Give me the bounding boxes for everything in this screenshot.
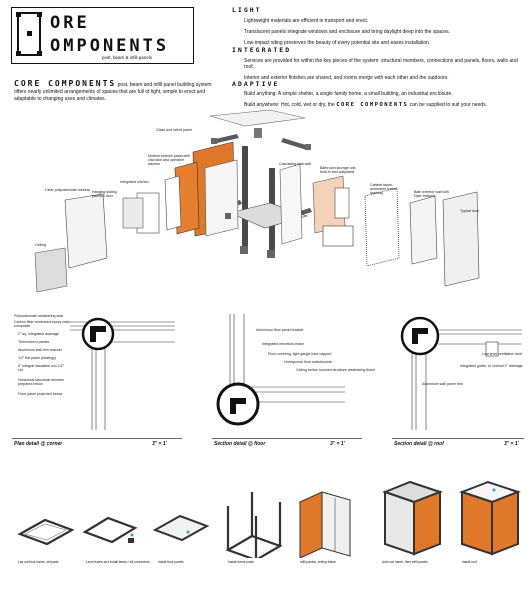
step-caption-2: Level frame and install beam / sill connectors xyxy=(86,560,150,564)
roof-label-2: Integrated gutter, to vertical 3" drainage xyxy=(460,364,523,368)
corner-detail-scale: 3" = 1' xyxy=(152,441,167,447)
floor-label-5: Ceiling below, smoked structure weathering finish xyxy=(296,368,375,372)
floor-label-2: Integrated electrical chase xyxy=(262,342,304,346)
floor-detail-title: Section detail @ floor xyxy=(214,441,266,447)
integrated-line-1: Services are provided for within the key pieces of the system: structural members, connections and panels, floors, walls and roof. xyxy=(244,58,518,70)
bath-exterior-wall xyxy=(410,196,437,264)
corner-label-3: 2" sq. integrated drainage xyxy=(18,332,60,336)
cabinet-face xyxy=(365,188,399,266)
step-4-drawing xyxy=(228,492,280,558)
label-cabinet-faces: Cabinet faces, aluminium frame drawing xyxy=(370,183,397,195)
step-5-drawing xyxy=(300,492,350,558)
white-wall-panel xyxy=(205,160,238,236)
kitchen-panel xyxy=(165,176,181,230)
corner-label-6: 1/2" flat panel (strategy) xyxy=(18,356,57,360)
assembly-sequence xyxy=(0,478,528,558)
corner-label-5: Aluminium wall trim bracket xyxy=(18,348,62,352)
logo-tagline: post, beam & infill panels xyxy=(102,55,153,60)
adaptive-line-2-b: can be supplied to suit your needs. xyxy=(409,102,488,108)
intro-title: CORE COMPONENTS xyxy=(14,79,117,88)
step-3-drawing xyxy=(155,516,207,540)
logo-line-1: ORE xyxy=(50,13,90,33)
step-caption-4: Install frame posts xyxy=(228,560,254,564)
label-sliding-door: Hanging sliding partition door xyxy=(92,190,117,198)
top-connector xyxy=(254,128,262,138)
adaptive-brand: CORE COMPONENTS xyxy=(336,102,409,108)
floor-detail-scale: 3" = 1' xyxy=(330,441,345,447)
step-caption-7: Install roof xyxy=(462,560,477,564)
detail-roof-drawing xyxy=(390,312,525,432)
floor-label-4: Honeycomb floor substructure xyxy=(284,360,332,364)
floor-label-1: Aluminium floor panel bracket xyxy=(256,328,304,332)
logo-glyph-icon xyxy=(15,11,47,59)
corner-detail-title: Plan detail @ corner xyxy=(14,441,63,447)
label-typical-door: Typical door xyxy=(460,209,480,213)
step-caption-3: Install floor panels xyxy=(158,560,184,564)
corner-label-2: Carbon fiber reinforced epoxy resin composite xyxy=(14,320,71,328)
label-ceiling: Ceiling xyxy=(35,243,46,247)
label-glass-panel: Glass and laterd panel xyxy=(156,128,192,132)
step-caption-1: Lay out floor frame, set pads xyxy=(18,560,59,564)
light-line-3: Low-impact siting preserves the beauty of every potential site and eases installation. xyxy=(244,40,431,46)
heading-light: LIGHT xyxy=(232,6,262,14)
integrated-line-2: Interior and exterior finishes are shared, and rooms merge with each other and the outdoors. xyxy=(244,75,449,81)
step-caption-6: Add roof frame, then infill panels xyxy=(382,560,428,564)
corner-label-7: 3" integral insulation w/o 1/2" cut xyxy=(18,364,65,372)
light-text xyxy=(244,18,514,46)
label-bathroom-storage: Bathroom storage unit, built-in and adaptable xyxy=(320,166,357,174)
label-bath-exterior: Bath exterior wall with Dyer-Haskell xyxy=(414,190,449,198)
light-line-2: Translucent panels integrate windows and enclosure and bring daylight deep into the spaces. xyxy=(244,29,451,35)
heading-integrated: INTEGRATED xyxy=(232,46,292,54)
detail-corner-drawing xyxy=(10,312,180,432)
adaptive-line-2-a: Build anywhere: Hot, cold, wet or dry, the xyxy=(244,102,335,108)
logo-line-2: OMPONENTS xyxy=(50,36,170,56)
bath-block xyxy=(323,226,353,246)
exploded-axonometric xyxy=(25,108,495,303)
corner-label-9: Floor panel projected below xyxy=(18,392,63,396)
corner-label-1: Polycarbonate weathering seal xyxy=(14,314,64,318)
intro-text: post, beam and infill panel building system offers nearly unlimited arrangements of spaces that are full of light, simple to erect and adaptable to changing uses and climates. xyxy=(14,82,212,102)
label-stair-wall: Cascading stair wall xyxy=(279,162,311,166)
integrated-text xyxy=(244,58,524,81)
heading-adaptive: ADAPTIVE xyxy=(232,80,280,88)
intro-block xyxy=(14,80,219,103)
floor-label-3: Floor covering, light gauge tube-capped xyxy=(268,352,332,356)
stair-wall xyxy=(280,164,302,244)
floor-title-rule xyxy=(212,438,362,439)
step-6-drawing xyxy=(385,482,440,554)
roof-label-1: Low level ventilation brief xyxy=(482,352,523,356)
corner-label-4: Thermoform panels xyxy=(18,340,50,344)
label-modest-exterior: Modest exterior panel with clad skin and operable window xyxy=(148,154,190,166)
step-2-drawing xyxy=(85,518,135,543)
label-integrated-kitchen: Integrated kitchen xyxy=(120,180,149,184)
roof-detail-scale: 3" = 1' xyxy=(504,441,519,447)
integrated-kitchen xyxy=(123,198,143,228)
roof-panel xyxy=(210,110,305,126)
corner-label-8: Horizontal structural member prepared below xyxy=(18,378,65,386)
corner-title-rule xyxy=(12,438,182,439)
roof-detail-title: Section detail @ roof xyxy=(394,441,444,447)
polycarbonate-window xyxy=(65,194,107,268)
light-line-1: Lightweight materials are efficient in transport and erect. xyxy=(244,18,369,24)
logo xyxy=(11,7,194,64)
ceiling-panel xyxy=(35,248,67,292)
roof-title-rule xyxy=(392,438,524,439)
post-1 xyxy=(242,146,248,246)
adaptive-text xyxy=(244,91,524,108)
step-7-drawing xyxy=(462,482,518,554)
label-polycarbonate: Clear polycarbonate window xyxy=(45,188,91,192)
step-caption-5: Infill panels, ceiling frame xyxy=(300,560,336,564)
step-1-drawing xyxy=(20,520,72,544)
typical-door xyxy=(443,192,479,286)
bath-cabinet xyxy=(335,188,349,218)
adaptive-line-1: Build anything: A simple shelter, a single family home, a small building, an industrial enclosure. xyxy=(244,91,453,97)
roof-label-3: Aluminium wall panel trim xyxy=(422,382,463,386)
